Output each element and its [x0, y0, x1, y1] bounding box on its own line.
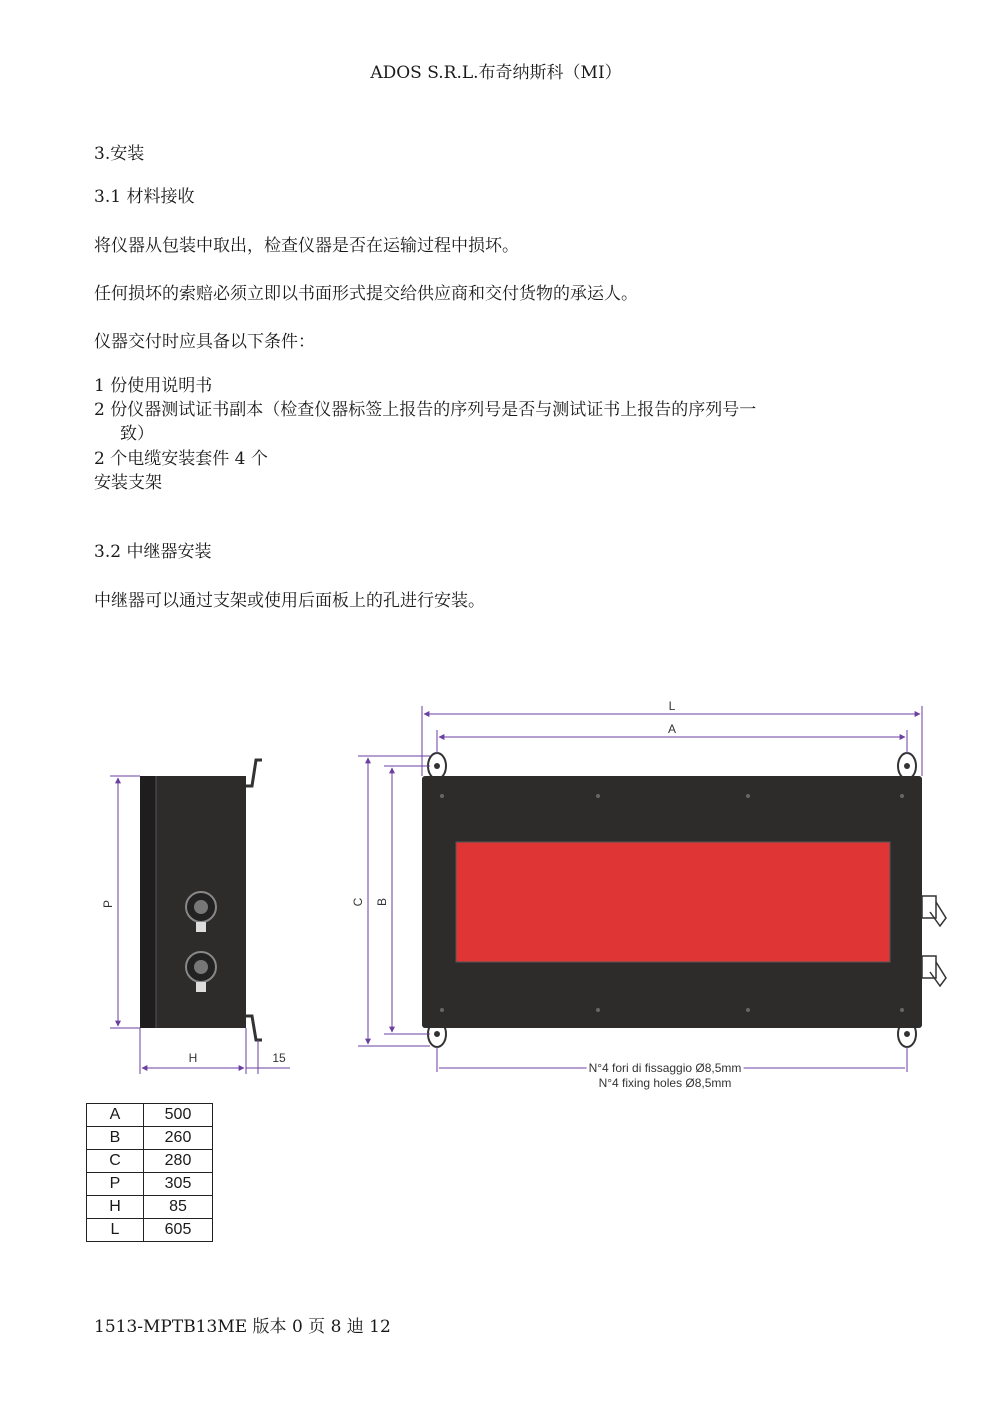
dimension-value: 280	[144, 1150, 213, 1173]
dimension-key: C	[87, 1150, 144, 1173]
bottom-bracket	[246, 1016, 262, 1040]
front-view	[351, 699, 946, 1090]
table-row	[87, 1150, 213, 1173]
table-row	[87, 1173, 213, 1196]
page-header: ADOS S.R.L.布奇纳斯科（MI）	[370, 63, 622, 83]
display-panel	[456, 842, 890, 962]
list-item: 安装支架	[94, 473, 162, 493]
dimension-key: H	[87, 1196, 144, 1219]
dimension-value: 260	[144, 1127, 213, 1150]
list-item: 2 个电缆安装套件 4 个	[94, 449, 268, 469]
table-row	[87, 1196, 213, 1219]
top-bracket	[246, 760, 262, 786]
section-heading: 3.安装	[94, 144, 145, 164]
list-item-continuation: 致）	[120, 424, 154, 444]
table-row	[87, 1127, 213, 1150]
label-H: H	[188, 1051, 198, 1065]
dimension-value: 85	[144, 1196, 213, 1219]
subsection-heading-receipt: 3.1 材料接收	[94, 187, 195, 207]
label-holes-it: N°4 fori di fissaggio Ø8,5mm	[588, 1061, 742, 1075]
paragraph-delivery-conditions: 仪器交付时应具备以下条件：	[94, 332, 315, 352]
dimension-value: 605	[144, 1219, 213, 1242]
paragraph-installation: 中继器可以通过支架或使用后面板上的孔进行安装。	[94, 591, 485, 611]
label-A: A	[667, 722, 677, 736]
paragraph-damage-claims: 任何损坏的索赔必须立即以书面形式提交给供应商和交付货物的承运人。	[94, 284, 638, 304]
label-15: 15	[272, 1051, 286, 1065]
side-gland-icon	[922, 896, 946, 926]
side-view	[101, 760, 290, 1074]
list-item: 2 份仪器测试证书副本（检查仪器标签上报告的序列号是否与测试证书上报告的序列号一	[94, 400, 757, 420]
dimension-key: P	[87, 1173, 144, 1196]
label-L: L	[668, 699, 676, 713]
page-footer: 1513-MPTB13ME 版本 0 页 8 迪 12	[94, 1317, 391, 1337]
list-item: 1 份使用说明书	[94, 376, 213, 396]
paragraph-unpack: 将仪器从包装中取出，检查仪器是否在运输过程中损坏。	[94, 236, 519, 256]
label-holes-en: N°4 fixing holes Ø8,5mm	[598, 1076, 732, 1090]
table-row	[87, 1104, 213, 1127]
dimension-value: 500	[144, 1104, 213, 1127]
dimension-key: A	[87, 1104, 144, 1127]
label-P: P	[101, 899, 115, 909]
dimension-key: L	[87, 1219, 144, 1242]
dimension-key: B	[87, 1127, 144, 1150]
side-gland-icon	[922, 956, 946, 986]
dimension-value: 305	[144, 1173, 213, 1196]
technical-drawing	[0, 690, 992, 1100]
dimensions-table	[86, 1103, 213, 1242]
label-C: C	[351, 897, 365, 907]
table-row	[87, 1219, 213, 1242]
label-B: B	[375, 897, 389, 907]
subsection-heading-installation: 3.2 中继器安装	[94, 542, 212, 562]
